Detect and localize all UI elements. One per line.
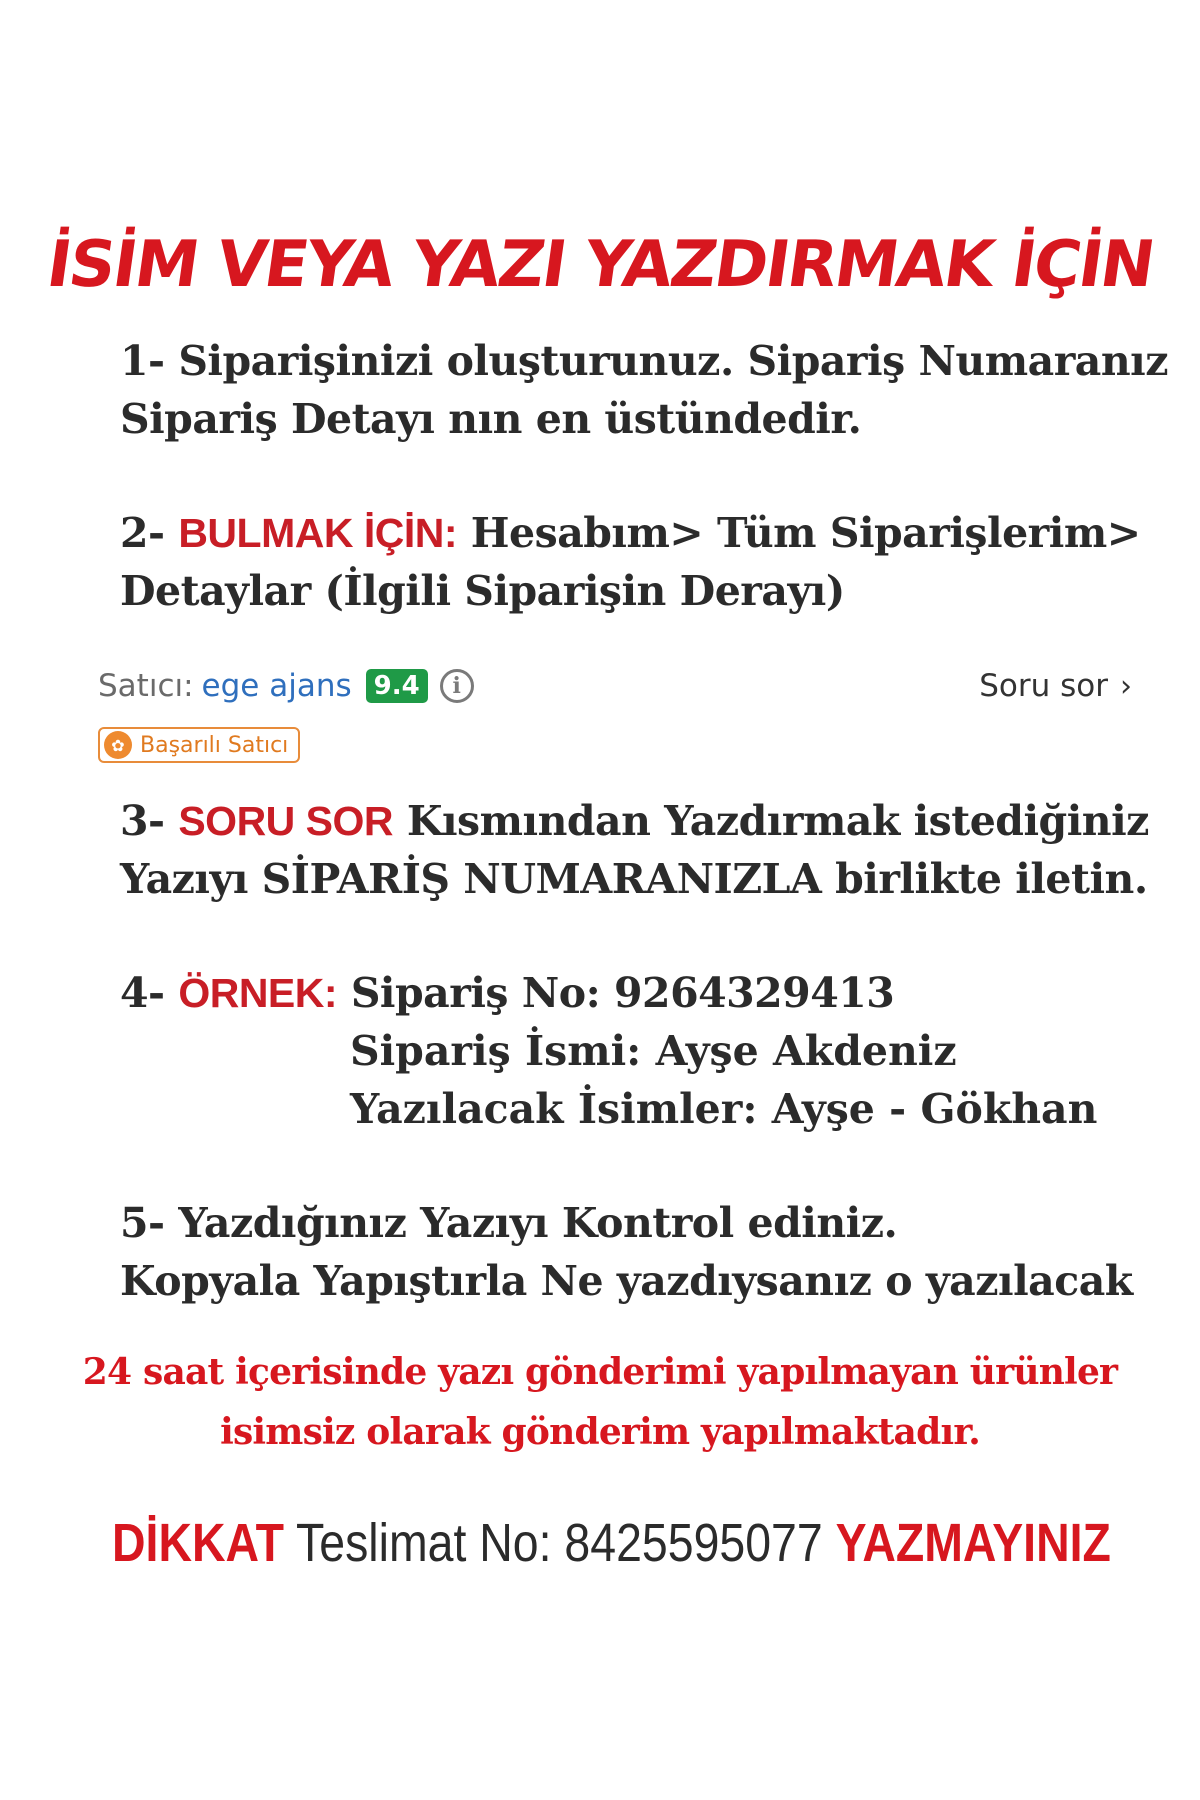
notice-dikkat: DİKKAT	[112, 1513, 284, 1573]
ask-question-label: Soru sor	[979, 668, 1108, 704]
step-3-prefix: 3-	[120, 797, 165, 845]
step-4-prefix: 4-	[120, 969, 165, 1017]
seller-row	[98, 668, 474, 704]
step-5-line-2: Kopyala Yapıştırla Ne yazdıysanız o yazılacak	[120, 1257, 1133, 1305]
step-3-line-1	[120, 792, 1149, 850]
seller-score-badge: 9.4	[366, 669, 428, 703]
step-3-rest: Kısmından Yazdırmak istediğiniz	[406, 797, 1149, 845]
step-2-highlight: BULMAK İÇİN:	[178, 510, 458, 556]
seller-label: Satıcı:	[98, 668, 194, 704]
step-1-line-2: Sipariş Detayı nın en üstündedir.	[120, 395, 862, 443]
notice-do-not-write: YAZMAYINIZ	[835, 1513, 1111, 1573]
award-icon: ✿	[104, 731, 132, 759]
step-2-prefix: 2-	[120, 509, 165, 557]
chevron-right-icon: ›	[1120, 668, 1132, 704]
step-2-rest: Hesabım> Tüm Siparişlerim>	[470, 509, 1141, 557]
delivery-notice	[112, 1512, 1111, 1574]
notice-delivery-number: Teslimat No: 8425595077	[296, 1513, 823, 1573]
ask-question-button[interactable]	[979, 668, 1132, 704]
step-2-line-2: Detaylar (İlgili Siparişin Derayı)	[120, 567, 845, 615]
step-4-highlight: ÖRNEK:	[178, 970, 338, 1016]
info-icon[interactable]: i	[440, 669, 474, 703]
seller-name-link[interactable]: ege ajans	[201, 668, 352, 704]
step-2-line-1	[120, 504, 1141, 562]
badge-label: Başarılı Satıcı	[140, 732, 289, 758]
step-3-line-2: Yazıyı SİPARİŞ NUMARANIZLA birlikte iletin.	[120, 855, 1148, 903]
step-4-rest: Sipariş No: 9264329413	[350, 969, 895, 1017]
step-4-line-1	[120, 964, 894, 1022]
step-5-line-1: 5- Yazdığınız Yazıyı Kontrol ediniz.	[120, 1199, 898, 1247]
step-4-line-3: Yazılacak İsimler: Ayşe - Gökhan	[350, 1085, 1098, 1133]
step-1-line-1: 1- Siparişinizi oluşturunuz. Sipariş Numaranız	[120, 337, 1169, 385]
step-4-line-2: Sipariş İsmi: Ayşe Akdeniz	[350, 1027, 957, 1075]
page-title: İSİM VEYA YAZI YAZDIRMAK İÇİN	[42, 228, 1158, 302]
warning-line-2: isimsiz olarak gönderim yapılmaktadır.	[220, 1411, 980, 1453]
warning-line-1: 24 saat içerisinde yazı gönderimi yapılmayan ürünler	[82, 1351, 1118, 1393]
step-3-highlight: SORU SOR	[178, 798, 394, 844]
successful-seller-badge	[98, 727, 300, 763]
